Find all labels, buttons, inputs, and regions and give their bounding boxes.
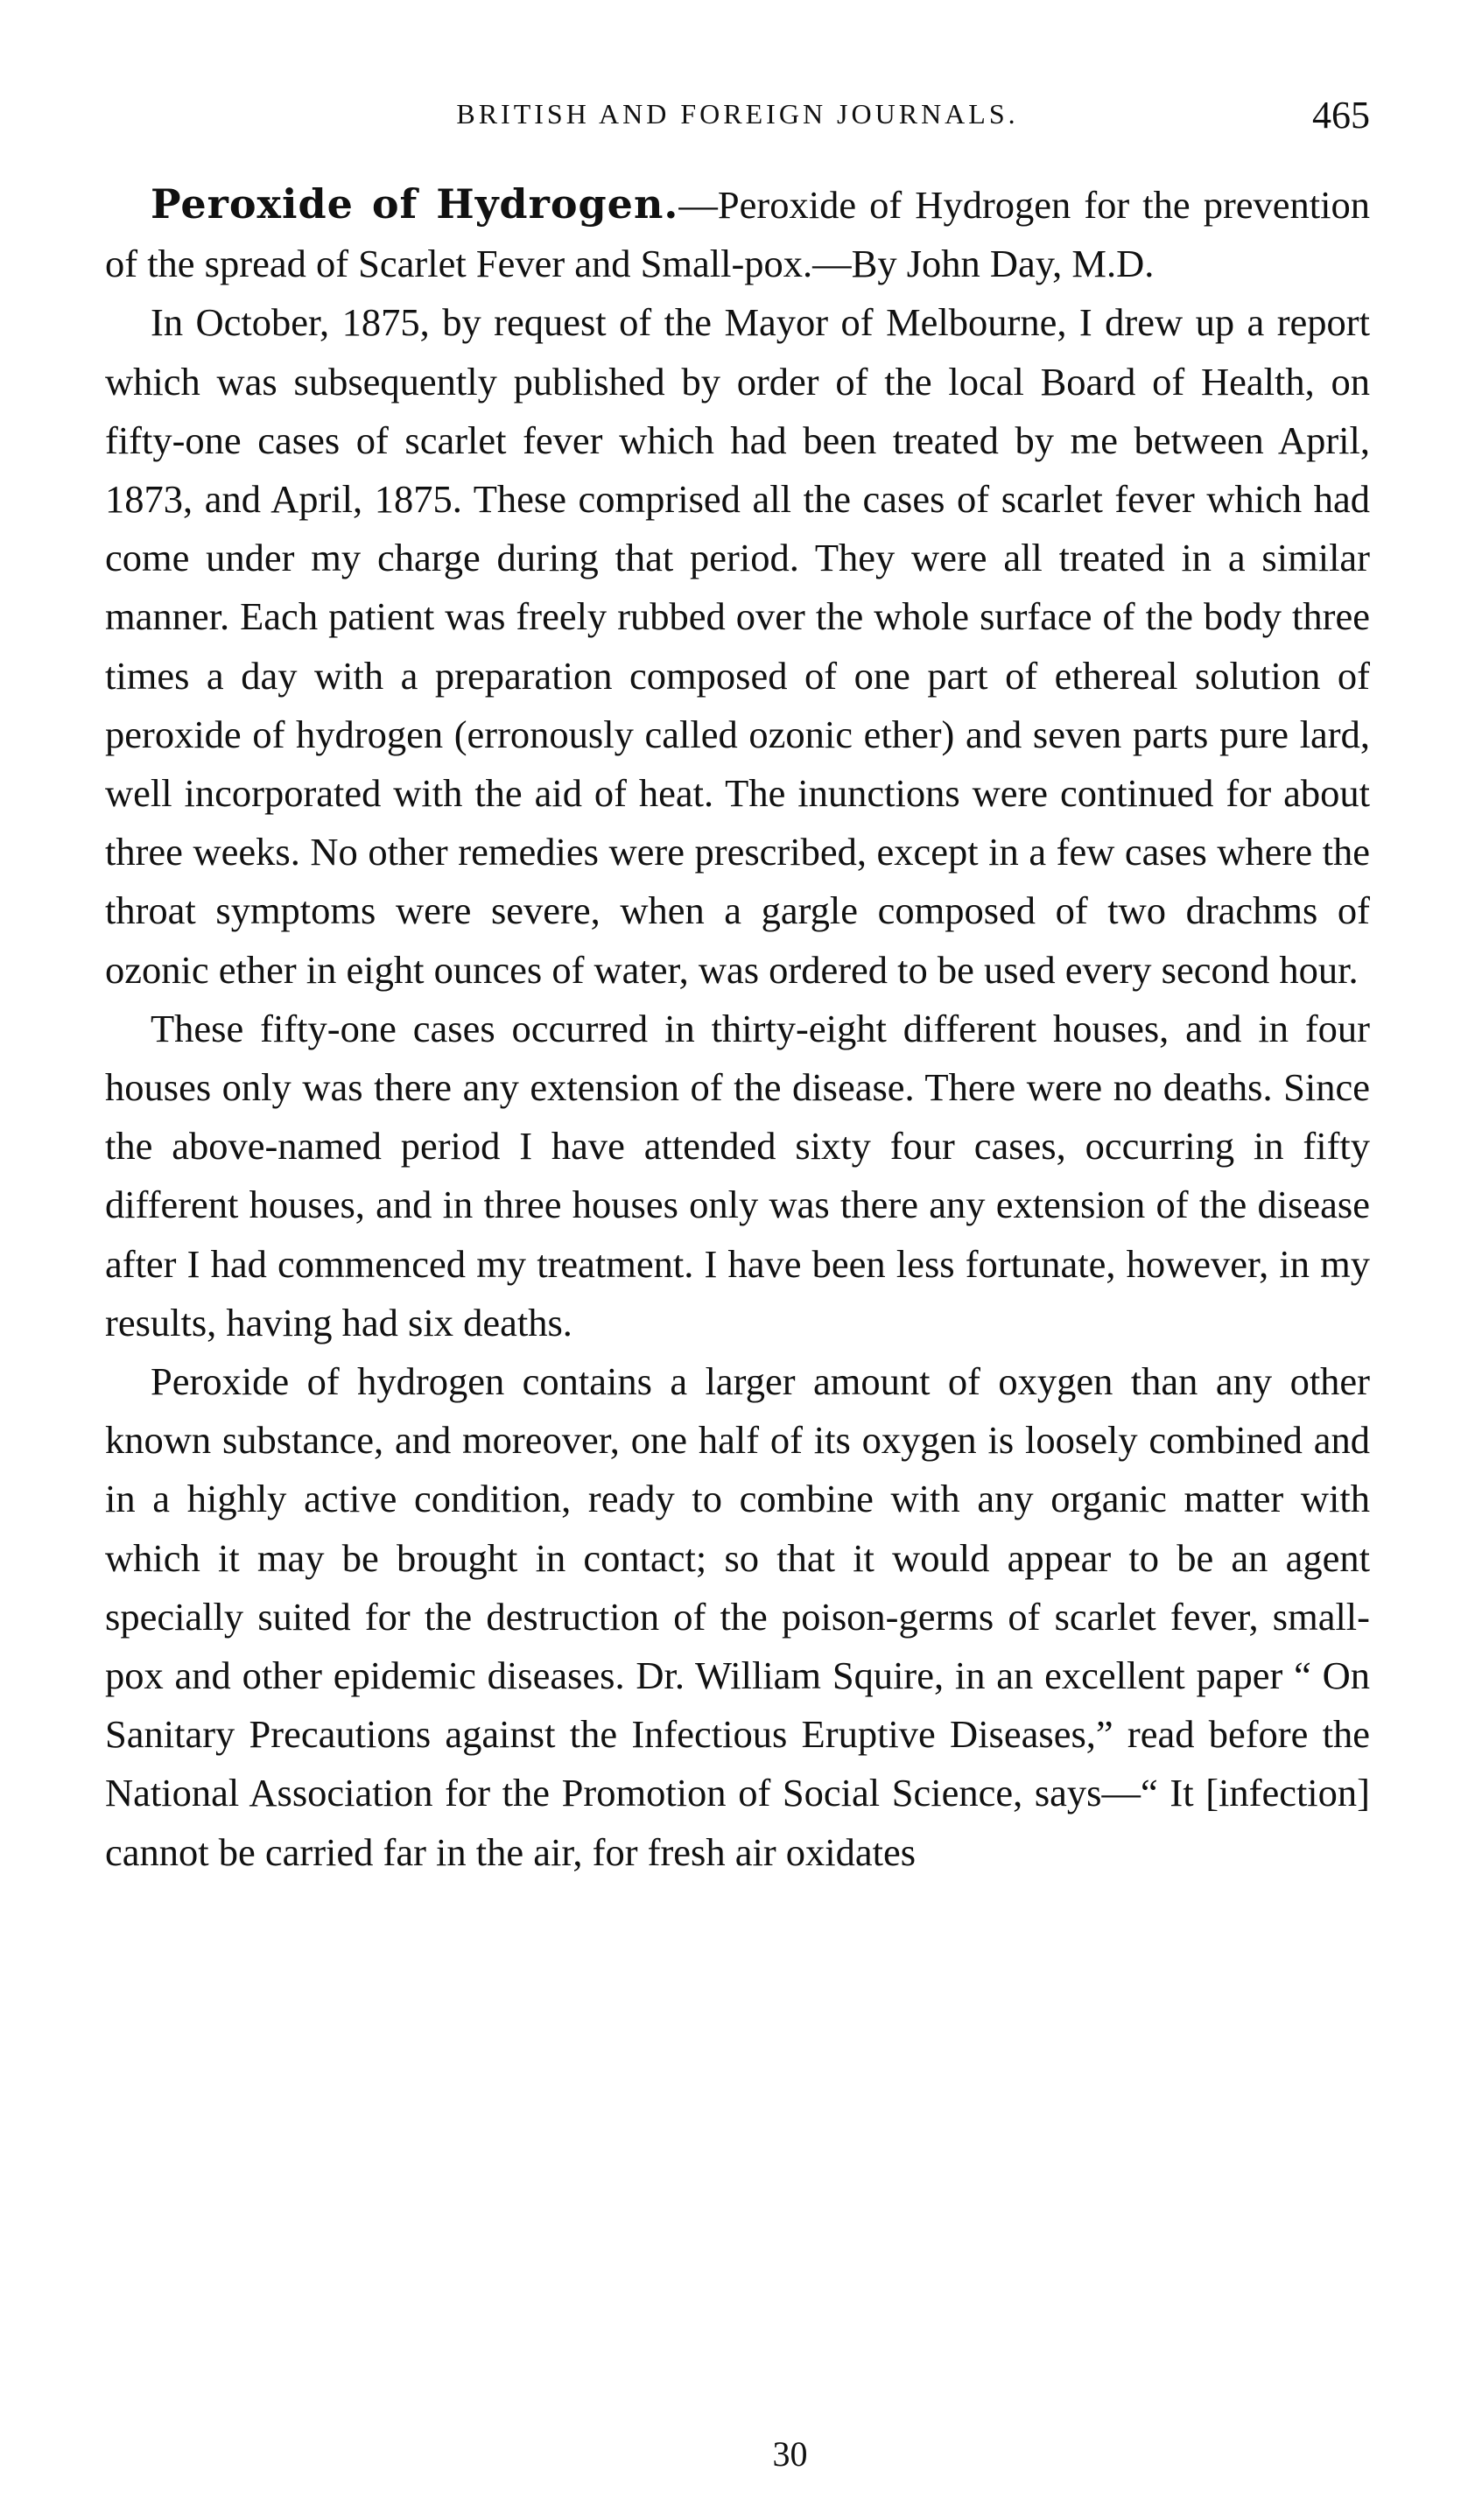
article-intro <box>105 175 1370 293</box>
article-body <box>105 175 1370 1882</box>
section-title: Peroxide of Hydrogen. <box>151 180 679 228</box>
paragraph-1: In October, 1875, by request of the Mayor of Melbourne, I drew up a report which was subsequently published by order of the local Board of Health, on fifty-one cases of scarlet fever which had been treated by me between April, 1873, and April, 1875. These comprised all the cases of scarlet fever which had come under my charge during that period. They were all treated in a similar manner. Each patient was freely rubbed over the whole surface of the body three times a day with a preparation composed of one part of ethereal solution of peroxide of hydrogen (erronously called ozonic ether) and seven parts pure lard, well incorporated with the aid of heat. The inunctions were continued for about three weeks. No other remedies were prescribed, except in a few cases where the throat symptoms were severe, when a gargle composed of two drachms of ozonic ether in eight ounces of water, was ordered to be used every second hour. <box>105 300 1370 992</box>
page-number: 465 <box>1312 94 1370 137</box>
journal-page <box>105 0 1370 2520</box>
running-title: BRITISH AND FOREIGN JOURNALS. <box>456 98 1019 130</box>
paragraph-2: These fifty-one cases occurred in thirty-eight different houses, and in four houses only was there any extension of the disease. There were no deaths. Since the above-named period I have attended sixty four cases, occurring in fifty different houses, and in three houses only was there any extension of the disease after I had commenced my treatment. I have been less fortunate, however, in my results, having had six deaths. <box>105 1006 1370 1344</box>
paragraph-3: Peroxide of hydrogen contains a larger amount of oxygen than any other known substance, and moreover, one half of its oxygen is loosely combined and in a highly active condition, ready to combine with any organic matter with which it may be brought in contact; so that it would appear to be an agent specially suited for the destruction of the poison-germs of scarlet fever, small-pox and other epidemic diseases. Dr. William Squire, in an excellent paper “ On Sanitary Precautions against the Infectious Eruptive Diseases,” read before the National Association for the Promotion of Social Science, says—“ It [infection] cannot be carried far in the air, for fresh air oxidates <box>105 1359 1370 1874</box>
running-head <box>105 94 1370 142</box>
signature-mark: 30 <box>772 2434 808 2474</box>
section-intro: —Peroxide of Hydrogen for the prevention of the spread of Scarlet Fever and Small-pox.—By John Day, M.D. <box>105 183 1371 286</box>
